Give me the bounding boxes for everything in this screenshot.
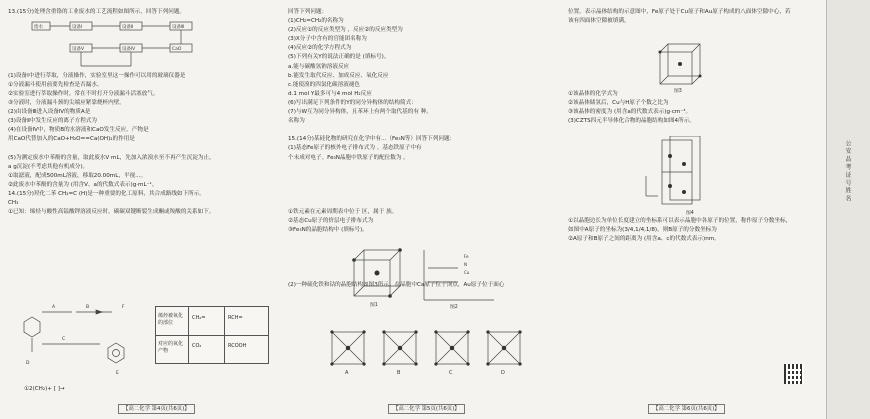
question-line: (5)为测定废水中苯酚的含量，取此废水V mL，先加入浓溴水至不再产生沉淀为止， bbox=[8, 154, 215, 161]
question-line: ③分液时，分液漏斗颈的尖端应紧靠烧杯内壁。 bbox=[8, 99, 125, 106]
crystal-figure-1 bbox=[348, 246, 408, 310]
svg-text:设备Ⅴ: 设备Ⅴ bbox=[72, 47, 85, 52]
question-line: (2)一种硫化铁和钴的晶胞结构如图3所示，在晶胞中Ca原子位于顶点，Au原子位于面心 bbox=[288, 281, 505, 288]
question-line bbox=[288, 181, 550, 190]
question-line: d.1 mol Y最多可与4 mol H₂反应 bbox=[288, 90, 372, 97]
question-line: (6)写出满足下列条件的Y的同分异构体的结构简式： bbox=[288, 99, 417, 106]
table-cell: 对应的氧化产物 bbox=[158, 341, 184, 354]
question-line: ②A原子和B原子之间的距离为 (用含a、c的代数式表示)nm。 bbox=[568, 236, 720, 243]
svg-text:图2: 图2 bbox=[450, 305, 458, 310]
reaction-label: F bbox=[122, 305, 125, 310]
question-line: b.能发生取代反应、加成反应、氧化反应 bbox=[288, 72, 389, 79]
option-figure bbox=[378, 330, 422, 376]
question-line bbox=[568, 26, 818, 35]
qr-code bbox=[784, 364, 804, 384]
svg-text:设备Ⅰ: 设备Ⅰ bbox=[72, 25, 83, 30]
table-cell: CO₂ bbox=[192, 343, 202, 349]
reaction-bottom-line: ①2(CH₂)+ [ ]→ bbox=[24, 386, 65, 392]
question-line bbox=[288, 199, 550, 208]
svg-text:图1: 图1 bbox=[370, 303, 378, 308]
option-label: B bbox=[397, 370, 401, 376]
question-line: 14.(15分)羟化二苯 CH₂=C (H)是一种重要的化工原料，其合成路线如下所示。 bbox=[8, 190, 205, 197]
svg-text:图3: 图3 bbox=[674, 89, 682, 94]
oxidation-table bbox=[155, 306, 269, 364]
question-line bbox=[288, 172, 550, 181]
question-line: ①铁元素在元素周期表中位于 区，属于 族。 bbox=[288, 209, 398, 216]
svg-text:N: N bbox=[464, 262, 467, 267]
svg-text:CaO: CaO bbox=[172, 47, 182, 52]
question-line: 位置。表示晶体结构的示意图中，Fe原子处于Cu原子和Au原子构成的八面体空隙中心，若 bbox=[568, 9, 791, 15]
question-line: (1)基态Fe原子的核外电子排布式为 。基态铁原子中有 bbox=[288, 145, 422, 152]
question-line: ①以晶胞边长为单位长度建立的坐标系可以表示晶胞中各原子的位置，称作原子分数坐标， bbox=[568, 218, 792, 225]
question-line: ①取滤液，配成500mL溶液，移取20.00mL，平视...。 bbox=[8, 172, 147, 179]
question-line: (5)下列有关Y的说法正确的是 (填标号)。 bbox=[288, 54, 390, 61]
question-line: (4)在设备Ⅳ中，物质B的水溶液和CaO发生反应，产物是 bbox=[8, 127, 149, 134]
question-line: 13.(15分)处理含重铬的工业废水的工艺流程如图所示，回答下列问题。 bbox=[8, 9, 186, 15]
svg-text:设备Ⅲ: 设备Ⅲ bbox=[172, 25, 185, 30]
svg-text:设备Ⅳ: 设备Ⅳ bbox=[122, 47, 136, 52]
question-line: 回答下列问题： bbox=[288, 9, 328, 15]
svg-text:设备Ⅱ: 设备Ⅱ bbox=[122, 25, 134, 30]
reaction-label: E bbox=[116, 371, 119, 376]
svg-text:Cu: Cu bbox=[464, 270, 470, 275]
question-line: ②基态Cu原子的价层电子排布式为 bbox=[288, 218, 374, 225]
reaction-label: C bbox=[62, 337, 66, 342]
question-line bbox=[288, 126, 550, 135]
process-flow-diagram bbox=[30, 18, 230, 74]
svg-text:废水: 废水 bbox=[34, 25, 43, 30]
question-line bbox=[288, 235, 550, 244]
question-line: (3)X分子中含有的官能团名称为 bbox=[288, 36, 367, 43]
question-line: (1)CH₂=CH₂的名称为 bbox=[288, 18, 344, 25]
table-cell: RCOOH bbox=[228, 343, 247, 349]
energy-figure-2 bbox=[418, 246, 498, 310]
question-line: a.能与碳酸氢钠溶液反应 bbox=[288, 63, 350, 70]
question-line: (3)设备Ⅱ中发生反应的离子方程式为 bbox=[8, 118, 97, 125]
question-line bbox=[288, 190, 550, 199]
option-label: C bbox=[449, 370, 453, 376]
question-line bbox=[8, 144, 270, 153]
page-footer-left: 【高二化学 第4页(共6页)】 bbox=[118, 404, 195, 414]
page-footer-right: 【高二化学 第6页(共6页)】 bbox=[648, 404, 725, 414]
question-line: c.能使溴的四氯化碳溶液褪色 bbox=[288, 81, 360, 88]
reaction-label: B bbox=[86, 305, 90, 310]
question-line bbox=[568, 126, 818, 135]
question-line: ①分液漏斗使用前要先检查是否漏水。 bbox=[8, 81, 103, 88]
table-cell: 烯烃被氧化的部位 bbox=[158, 313, 184, 326]
question-line: 如图中A原子的坐标为(3/4,1/4,1/8)，则B原子的分数坐标为 bbox=[568, 227, 717, 234]
reaction-label: D bbox=[26, 361, 30, 366]
crystal-figure-4 bbox=[640, 136, 716, 216]
question-line: (2)反应①的反应类型为 ，反应②的反应类型为 bbox=[288, 27, 403, 34]
svg-text:图4: 图4 bbox=[686, 211, 694, 216]
question-line bbox=[288, 163, 550, 172]
page-footer-middle: 【高二化学 第5页(共6页)】 bbox=[388, 404, 465, 414]
question-line: ③该晶体的密度为 (用含a的代数式表示)g·cm⁻³。 bbox=[568, 109, 692, 116]
crystal-figure-3 bbox=[656, 42, 706, 94]
question-line: 该有四面体空隙被填满， bbox=[568, 18, 630, 25]
question-line: CH₃ bbox=[8, 199, 19, 206]
question-line: (4)反应②的化学方程式为 bbox=[288, 45, 352, 52]
binding-margin bbox=[826, 0, 870, 419]
question-line: a g沉淀(不考虑其他有机成分)。 bbox=[8, 163, 89, 170]
table-cell: CH₂= bbox=[192, 315, 206, 321]
question-line: (2)由设备Ⅲ进入设备Ⅳ的物质A是 bbox=[8, 109, 91, 116]
reaction-label: A bbox=[52, 305, 56, 310]
question-line: ②此废水中苯酚的含量为 (用含V、a的代数式表示)g·mL⁻¹。 bbox=[8, 181, 158, 188]
question-line: ①该晶体的化学式为 bbox=[568, 90, 618, 97]
option-label: A bbox=[345, 370, 349, 376]
question-line: 个未成对电子。Fe₃N晶胞中铁原子的配位数为 。 bbox=[288, 154, 409, 161]
option-figure bbox=[430, 330, 474, 376]
reaction-scheme bbox=[12, 292, 148, 382]
binding-margin-text: 公 安 品 考 证 号 姓 名 bbox=[844, 140, 851, 202]
option-figure bbox=[482, 330, 526, 376]
option-label: D bbox=[501, 370, 505, 376]
question-line: ②实验室进行萃取操作时，常在不时打开分液漏斗活塞放气。 bbox=[8, 90, 159, 97]
question-line: (7)与W互为同分异构体，且苯环上有两个取代基的有 种。 bbox=[288, 109, 432, 116]
option-figure bbox=[326, 330, 370, 376]
question-line: 15.(14分)某硅化物的研究在化学中有...（Fe₃N等）回答下列问题： bbox=[288, 136, 456, 143]
question-line: 名称为 bbox=[288, 118, 305, 125]
question-line: ③Fe₃N的晶胞结构中 (填标号)。 bbox=[288, 227, 368, 234]
table-cell: RCH= bbox=[228, 315, 243, 321]
question-line: 用CaO代替加入的CaO+H₂O==Ca(OH)₂的作用是 bbox=[8, 136, 135, 143]
question-line: ①已知：烯烃与酸性高锰酸钾溶液反应时，碳碳双键断裂生成酮或羧酸的关系如下。 bbox=[8, 209, 215, 216]
question-line: (3)CZTS四元半导体化合物的晶胞结构如图4所示。 bbox=[568, 118, 695, 125]
question-line: (1)设备Ⅰ中进行萃取，分液操作，实验室里这一操作可以用的玻璃仪器是 bbox=[8, 72, 186, 79]
svg-text:Fe: Fe bbox=[464, 254, 469, 259]
question-line: ②该晶体储氢后，Cu与H原子个数之比为 bbox=[568, 99, 669, 106]
